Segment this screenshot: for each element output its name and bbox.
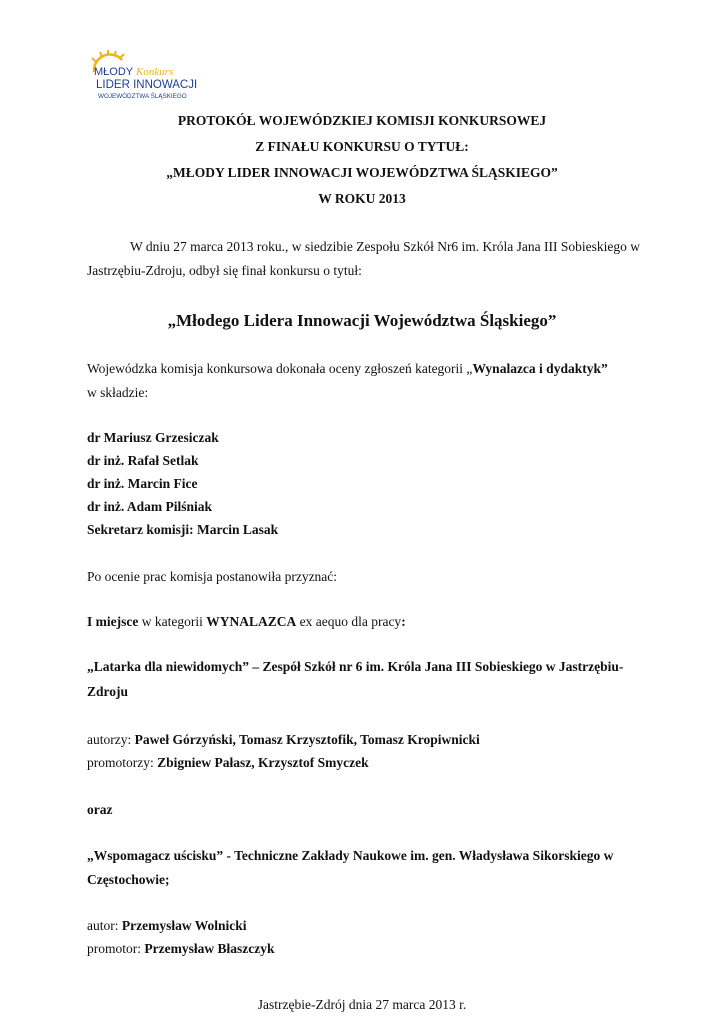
header-line-1: PROTOKÓŁ WOJEWÓDZKIEJ KOMISJI KONKURSOWEJ (177, 113, 547, 128)
award-place: I miejsce (87, 614, 139, 629)
logo-line2: LIDER INNOWACJI (96, 79, 198, 91)
intro-line-1: W dniu 27 marca 2013 roku., w siedzibie Zespołu Szkół Nr6 im. Króla Jana III Sobieskiego w (130, 239, 641, 254)
award-text-2: ex aequo dla pracy (296, 614, 402, 629)
work1-authors (87, 732, 480, 748)
promoters-names: Zbigniew Pałasz, Krzysztof Smyczek (157, 755, 369, 770)
award-text-1: w kategorii (138, 614, 207, 629)
work2-title-line-1: „Wspomagacz uścisku” - Techniczne Zakłady Naukowe im. gen. Władysława Sikorskiego w (87, 848, 614, 863)
award-category: WYNALAZCA (206, 614, 297, 629)
author-label: autor: (87, 918, 122, 933)
committee-member: dr inż. Adam Pilśniak (87, 499, 213, 514)
contest-title: „Młodego Lidera Innowacji Województwa Śląskiego” (167, 311, 557, 330)
logo-script: Konkurs (136, 66, 174, 78)
promoter-name: Przemysław Błaszczyk (144, 941, 275, 956)
logo-line1: MŁODY (94, 66, 134, 78)
committee-category: Wynalazca i dydaktyk” (472, 361, 608, 376)
authors-names: Paweł Górzyński, Tomasz Krzysztofik, Tomasz Kropiwnicki (134, 732, 480, 747)
header-line-2: Z FINAŁU KONKURSU O TYTUŁ: (255, 139, 469, 154)
committee-intro-text: Wojewódzka komisja konkursowa dokonała oceny zgłoszeń kategorii „ (87, 361, 473, 376)
author-name: Przemysław Wolnicki (121, 918, 247, 933)
contest-logo (88, 50, 198, 110)
work1-promoters (87, 755, 369, 771)
authors-label: autorzy: (87, 732, 135, 747)
committee-intro (87, 361, 608, 377)
committee-member: dr inż. Marcin Fice (87, 476, 198, 491)
header-line-4: W ROKU 2013 (318, 191, 406, 206)
work2-promoter (87, 941, 274, 957)
committee-member: dr Mariusz Grzesiczak (87, 430, 219, 445)
logo-line3: WOJEWÓDZTWA ŚLĄSKIEGO (98, 93, 187, 100)
header-line-3: „MŁODY LIDER INNOWACJI WOJEWÓDZTWA ŚLĄSKIEGO” (166, 165, 558, 180)
work1-title-line-1: „Latarka dla niewidomych” – Zespół Szkół nr 6 im. Króla Jana III Sobieskiego w Jastrzębiu- (87, 659, 624, 674)
work2-author (87, 918, 247, 934)
logo-graphic (88, 50, 198, 110)
intro-line-2: Jastrzębiu-Zdroju, odbył się finał konkursu o tytuł: (87, 263, 362, 278)
award-colon: : (401, 614, 406, 629)
work2-title-line-2: Częstochowie; (87, 872, 170, 887)
committee-member: dr inż. Rafał Setlak (87, 453, 199, 468)
work1-title-line-2: Zdroju (87, 684, 129, 699)
committee-secretary: Sekretarz komisji: Marcin Lasak (87, 522, 279, 537)
promoters-label: promotorzy: (87, 755, 158, 770)
award-line (87, 614, 406, 630)
promoter-label: promotor: (87, 941, 145, 956)
decision-text: Po ocenie prac komisja postanowiła przyznać: (87, 569, 338, 584)
oraz-text: oraz (87, 802, 113, 817)
committee-line-2: w składzie: (87, 385, 149, 400)
footer-place-date: Jastrzębie-Zdrój dnia 27 marca 2013 r. (257, 997, 467, 1012)
